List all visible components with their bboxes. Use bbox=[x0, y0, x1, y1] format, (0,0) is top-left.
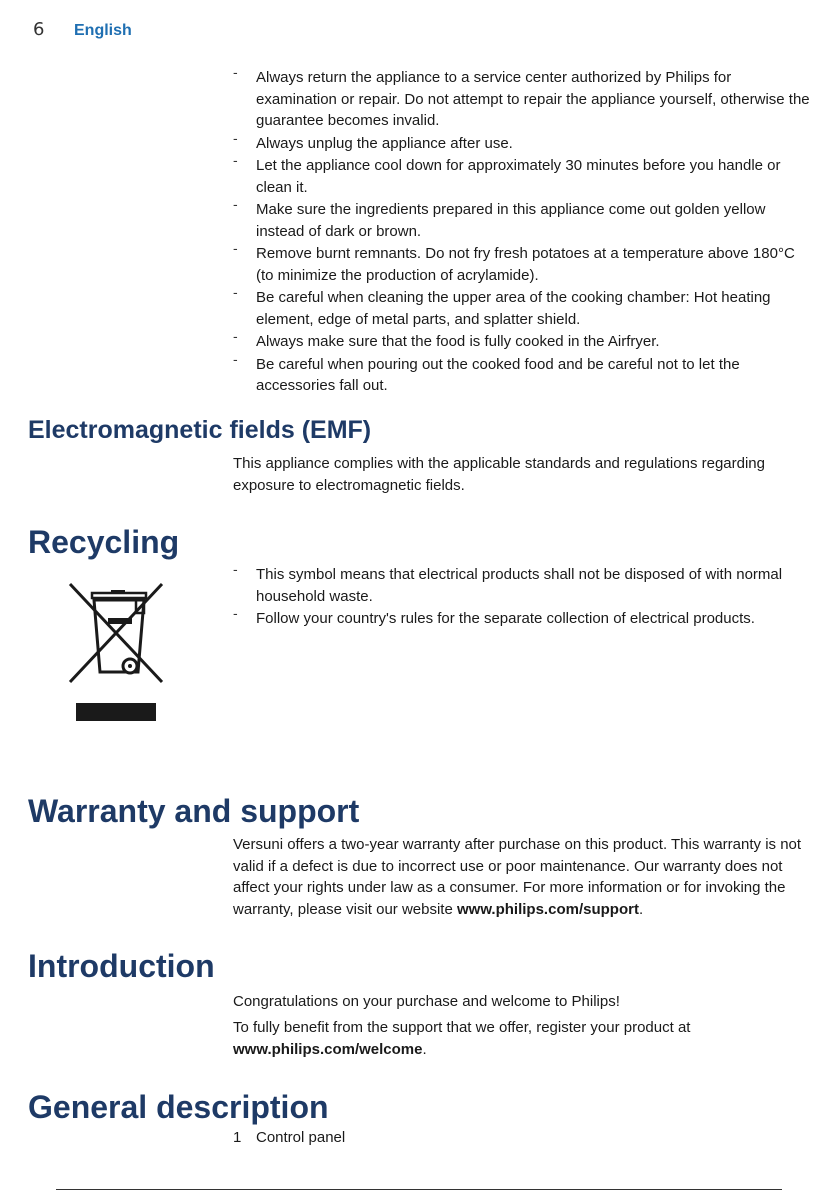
emf-heading: Electromagnetic fields (EMF) bbox=[28, 416, 372, 444]
list-item: - Be careful when pouring out the cooked food and be careful not to let the accessories fall out. bbox=[233, 354, 813, 397]
list-item: - Be careful when cleaning the upper area of the cooking chamber: Hot heating element, edge of metal parts, and splatter shield. bbox=[233, 287, 813, 330]
numbered-item bbox=[233, 1129, 345, 1146]
list-item: - Always make sure that the food is fully cooked in the Airfryer. bbox=[233, 331, 813, 353]
emf-paragraph: This appliance complies with the applicable standards and regulations regarding exposure to electromagnetic fields. bbox=[233, 455, 765, 494]
list-item: - Always return the appliance to a service center authorized by Philips for examination or repair. Do not attempt to repair the appliance yourself, otherwise the guarantee becomes invalid. bbox=[233, 67, 813, 132]
list-item: - Always unplug the appliance after use. bbox=[233, 133, 813, 155]
item-label: Control panel bbox=[256, 1129, 346, 1146]
page-number: 6 bbox=[33, 19, 45, 40]
item-number: 1 bbox=[233, 1129, 242, 1146]
welcome-link[interactable]: www.philips.com/welcome bbox=[233, 1040, 423, 1058]
warranty-heading: Warranty and support bbox=[28, 793, 360, 829]
warranty-text: Versuni offers a two-year warranty after purchase on this product. This warranty is not valid if a defect is due to incorrect use or poor maintenance. Our warranty does not affect your rights under law as a consumer. For more information or for invoking the warranty, please visit our website bbox=[233, 836, 802, 918]
introduction-text: To fully benefit from the support that we offer, register your product at bbox=[233, 1019, 691, 1036]
crossed-out-wheelie-bin-icon bbox=[66, 580, 166, 725]
recycling-heading: Recycling bbox=[28, 524, 180, 560]
support-link[interactable]: www.philips.com/support bbox=[456, 900, 639, 918]
safety-bullet-list bbox=[233, 67, 813, 398]
list-item: - Follow your country's rules for the separate collection of electrical products. bbox=[233, 608, 813, 630]
recycling-bullet-list bbox=[233, 564, 813, 631]
language-label: English bbox=[74, 22, 132, 39]
introduction-heading: Introduction bbox=[28, 948, 215, 984]
warranty-paragraph bbox=[233, 834, 813, 920]
introduction-end: . bbox=[422, 1040, 427, 1058]
footer-divider bbox=[56, 1189, 782, 1190]
list-item: - This symbol means that electrical products shall not be disposed of with normal household waste. bbox=[233, 564, 813, 607]
list-item: - Make sure the ingredients prepared in this appliance come out golden yellow instead of dark or brown. bbox=[233, 199, 813, 242]
introduction-paragraph-2 bbox=[233, 1017, 813, 1060]
general-description-heading: General description bbox=[28, 1089, 329, 1125]
list-item: - Remove burnt remnants. Do not fry fresh potatoes at a temperature above 180°C (to minimize the production of acrylamide). bbox=[233, 243, 813, 286]
list-item: - Let the appliance cool down for approximately 30 minutes before you handle or clean it. bbox=[233, 155, 813, 198]
warranty-end: . bbox=[638, 900, 644, 918]
introduction-paragraph-1: Congratulations on your purchase and welcome to Philips! bbox=[233, 993, 620, 1010]
